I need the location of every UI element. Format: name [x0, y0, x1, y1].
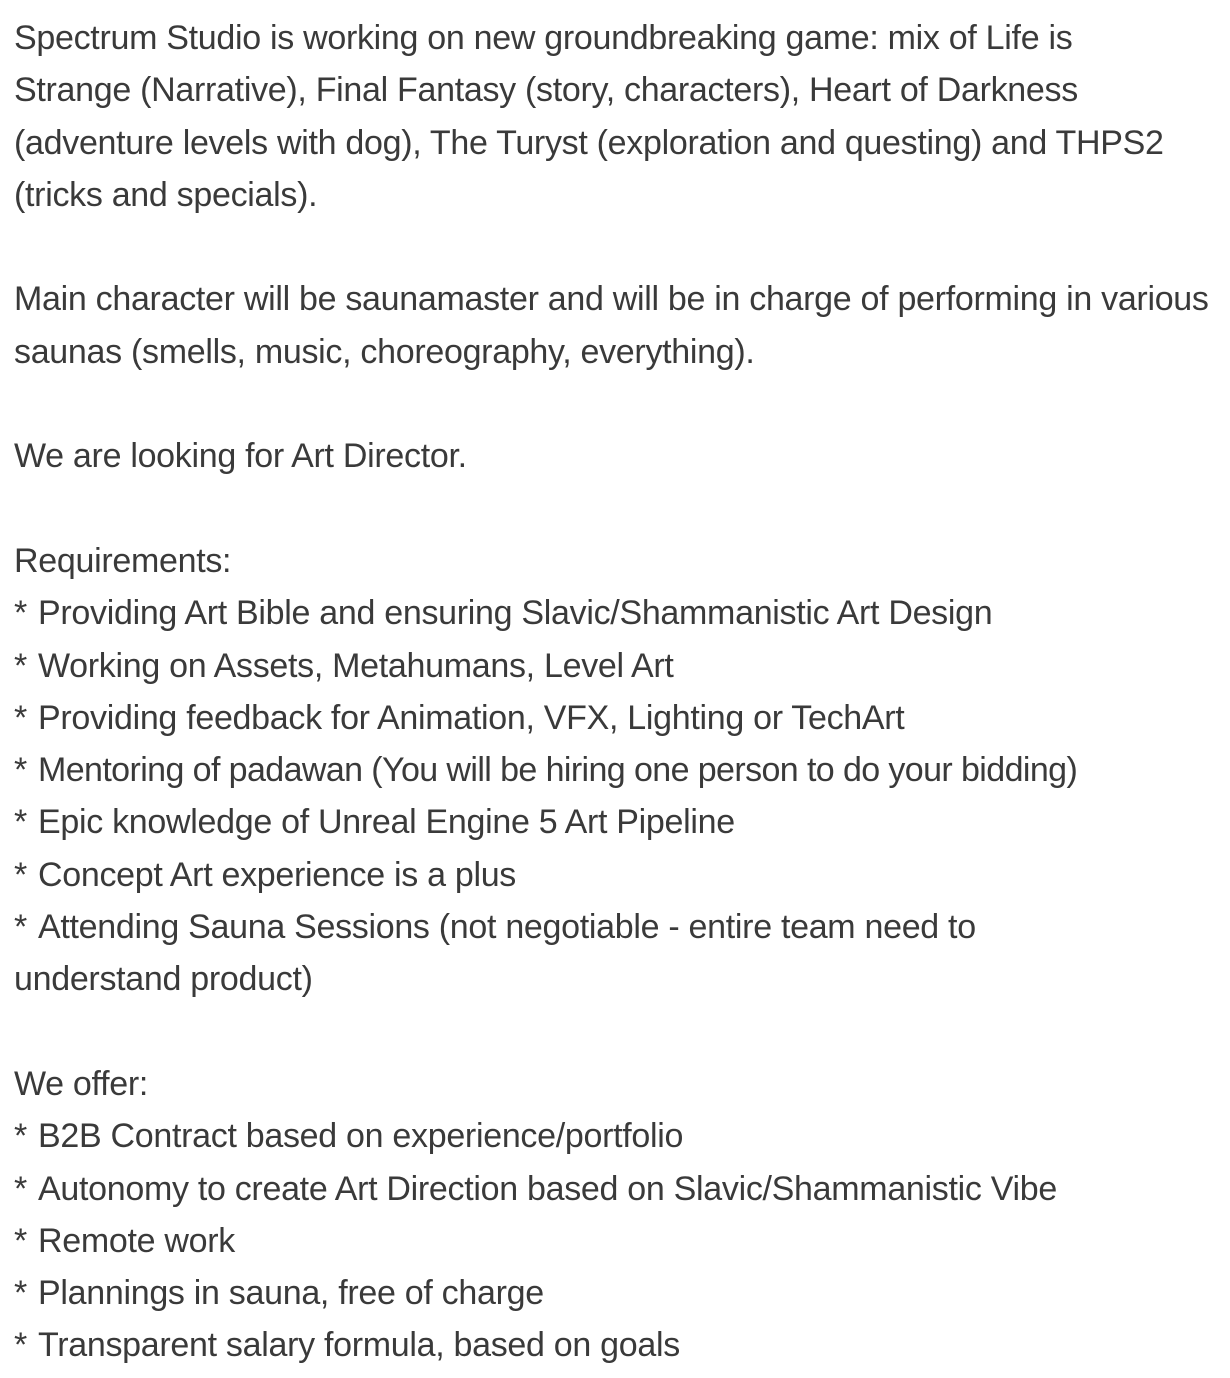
paragraph-gap [14, 221, 1226, 273]
paragraph-gap [14, 1006, 1226, 1058]
list-item: * Transparent salary formula, based on goals [14, 1319, 1226, 1371]
bullet-icon: * [14, 908, 27, 947]
bullet-icon: * [14, 1221, 27, 1260]
bullet-icon: * [14, 1169, 27, 1208]
looking-for-paragraph: We are looking for Art Director. [14, 437, 467, 476]
post-body [14, 12, 1226, 1372]
bullet-icon: * [14, 594, 27, 633]
list-item: * B2B Contract based on experience/portfolio [14, 1110, 1226, 1162]
list-item: * Plannings in sauna, free of charge [14, 1267, 1226, 1319]
list-item: * Attending Sauna Sessions (not negotiable - entire team need to understand product) [14, 901, 1094, 1006]
bullet-icon: * [14, 646, 27, 685]
list-item: * Mentoring of padawan (You will be hiring one person to do your bidding) [14, 744, 1226, 796]
list-item: * Remote work [14, 1215, 1226, 1267]
paragraph-gap [14, 483, 1226, 535]
list-item: * Providing feedback for Animation, VFX, Lighting or TechArt [14, 692, 1226, 744]
bullet-icon: * [14, 803, 27, 842]
list-item: * Epic knowledge of Unreal Engine 5 Art Pipeline [14, 796, 1226, 848]
character-paragraph: Main character will be saunamaster and will be in charge of performing in various saunas (smells, music, choreography, everything). [14, 280, 1209, 371]
requirements-list [14, 587, 1226, 1005]
paragraph-gap [14, 378, 1226, 430]
list-item: * Concept Art experience is a plus [14, 849, 1226, 901]
offer-heading: We offer: [14, 1064, 148, 1103]
bullet-icon: * [14, 698, 27, 737]
bullet-icon: * [14, 751, 27, 790]
bullet-icon: * [14, 1117, 27, 1156]
list-item: * Autonomy to create Art Direction based on Slavic/Shammanistic Vibe [14, 1163, 1226, 1215]
offers-list [14, 1110, 1226, 1371]
list-item: * Working on Assets, Metahumans, Level Art [14, 640, 1226, 692]
bullet-icon: * [14, 855, 27, 894]
intro-paragraph: Spectrum Studio is working on new groundbreaking game: mix of Life is Strange (Narrative), Final Fantasy (story, characters), Heart of Darkness (adventure levels with dog), The Turyst (exploration and questing) and THPS2 (tricks and specials). [14, 19, 1164, 214]
bullet-icon: * [14, 1274, 27, 1313]
bullet-icon: * [14, 1326, 27, 1365]
requirements-heading: Requirements: [14, 541, 232, 580]
list-item: * Providing Art Bible and ensuring Slavic/Shammanistic Art Design [14, 587, 1226, 639]
